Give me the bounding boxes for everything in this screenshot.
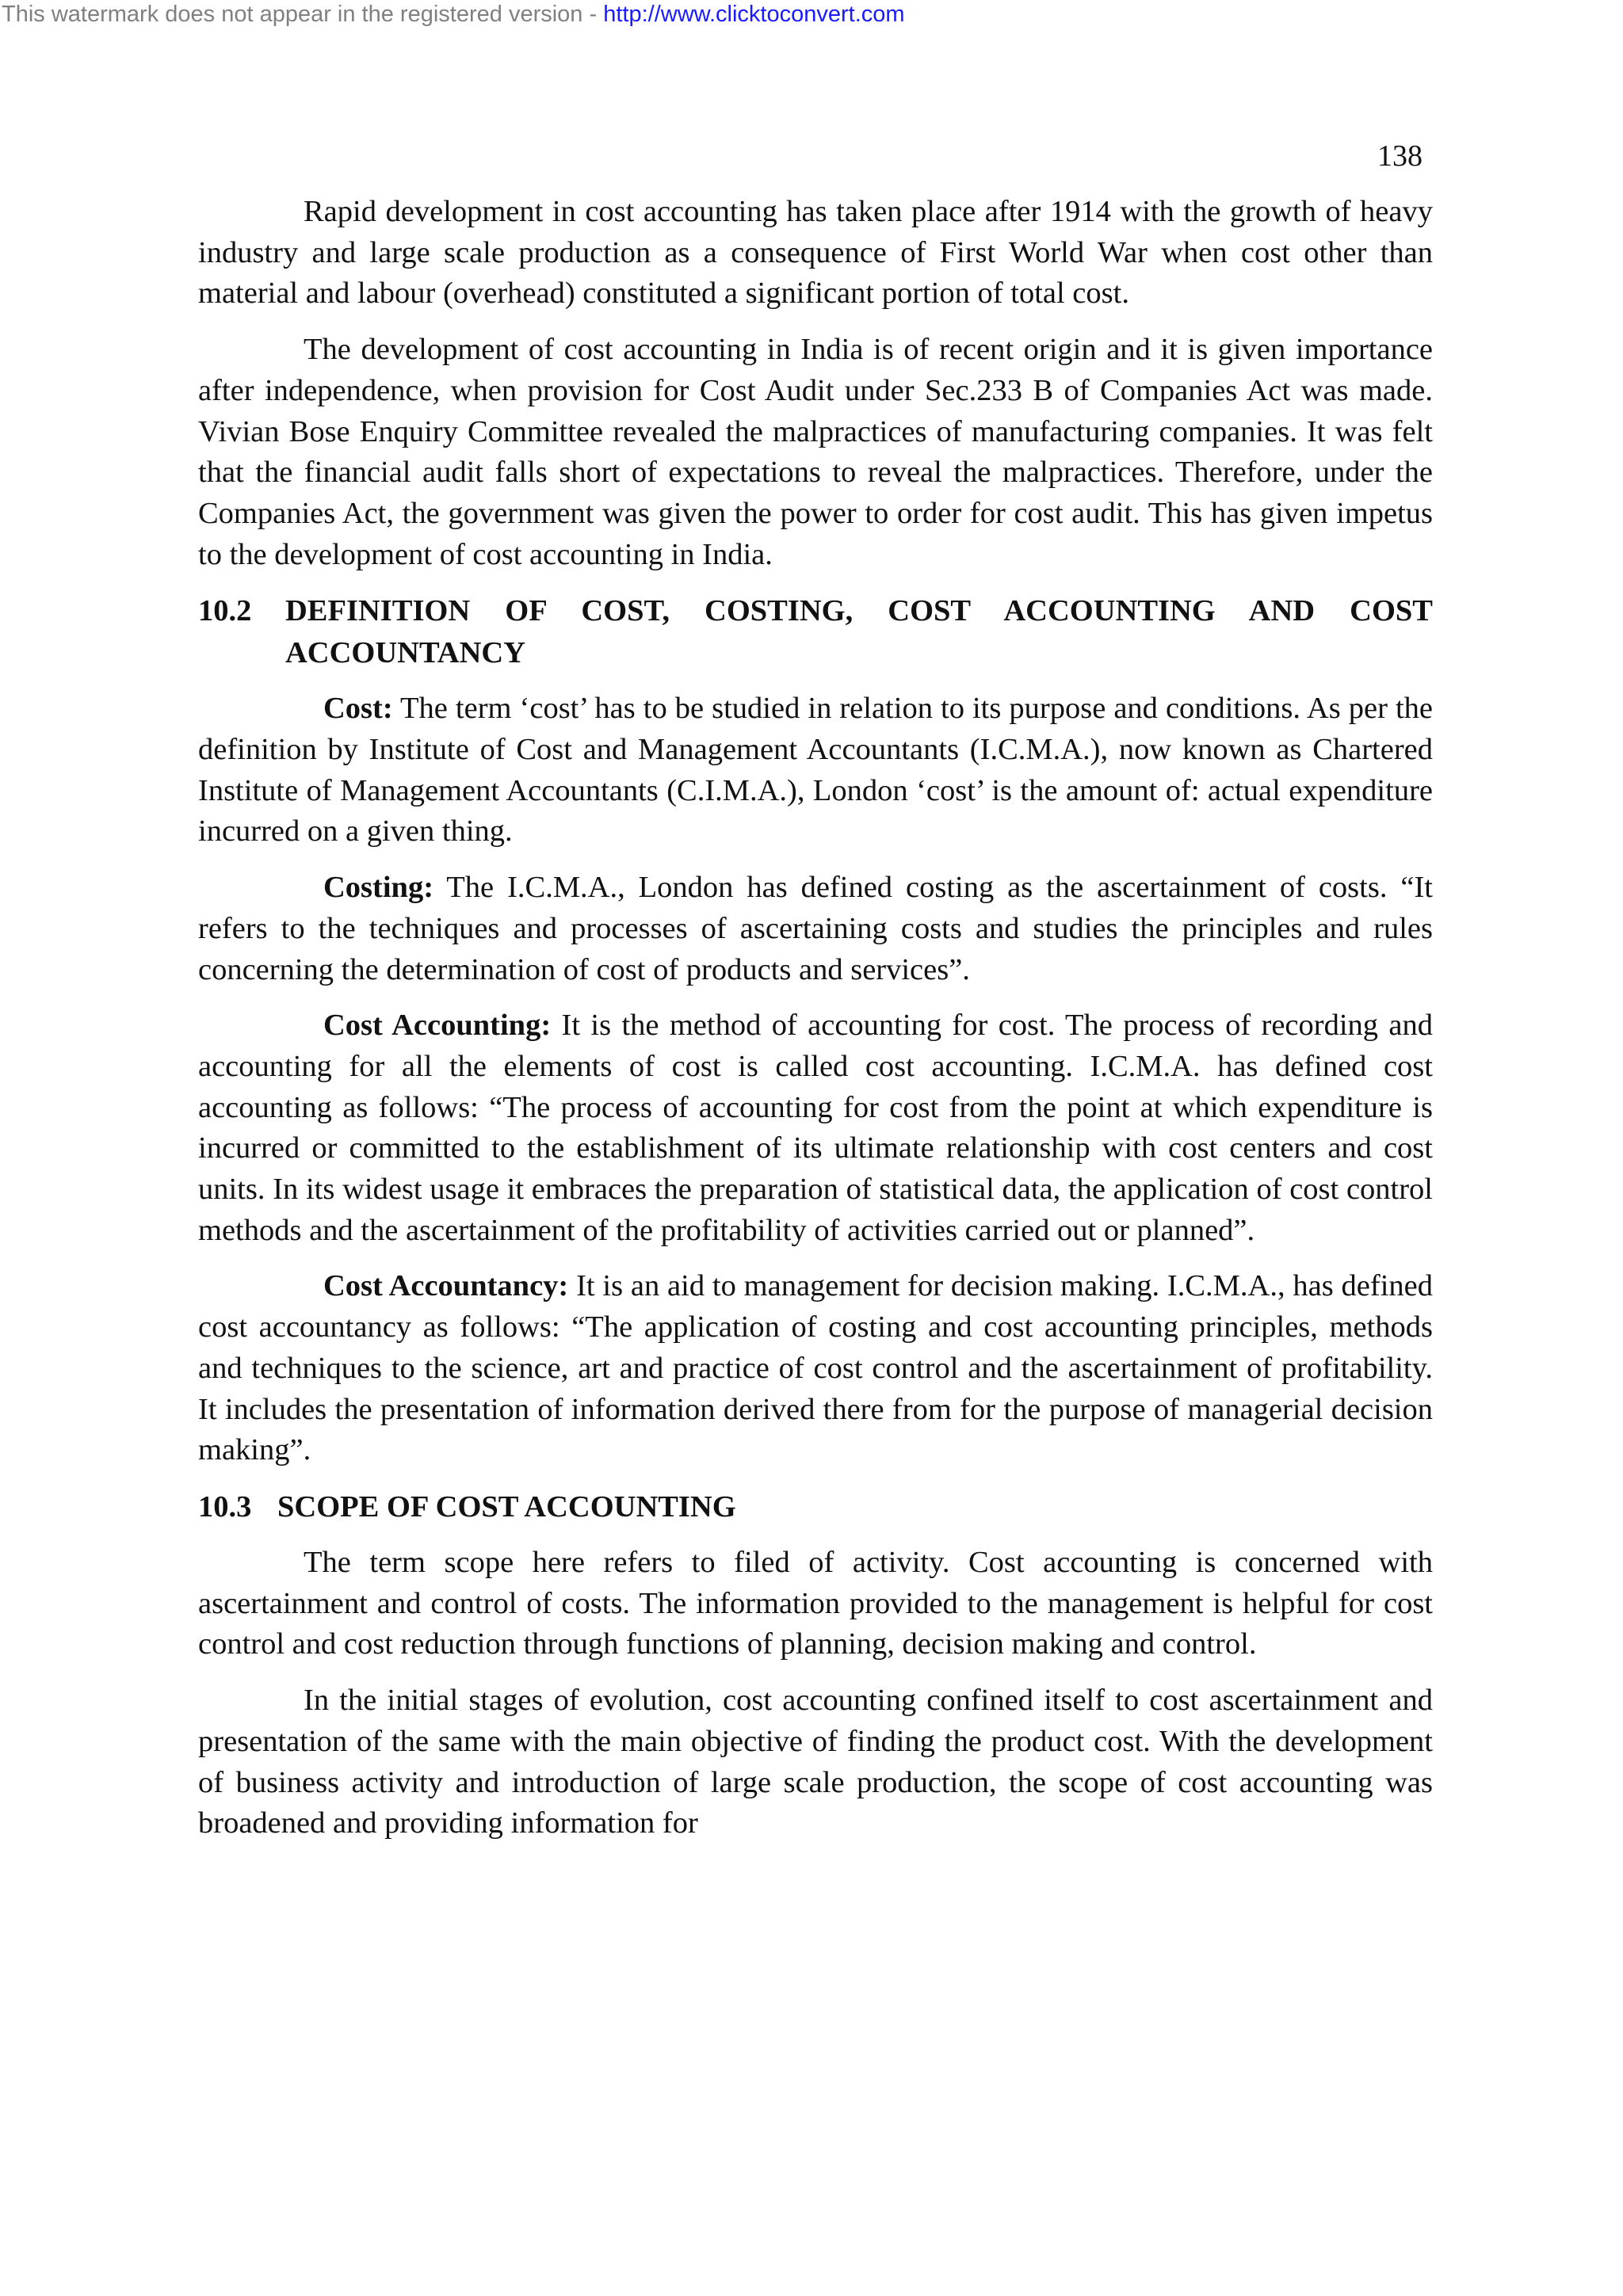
watermark-text: This watermark does not appear in the registered version - [2,2,604,27]
definition-costing [198,868,1433,990]
definition-term: Cost Accountancy: [323,1269,569,1303]
definition-text: It is the method of accounting for cost. The process of recording and accounting for all the elements of cost is called cost accounting. I.C.M.A. has defined cost accounting as follows: “The process of accounting for cost from the point at which expenditure is incurred or committed to the establishment of its ultimate relationship with cost centers and cost units. In its widest usage it embraces the preparation of statistical data, the application of cost control methods and the ascertainment of the profitability of activities carried out or planned”. [198,1009,1433,1247]
section-number: 10.3 [198,1489,252,1524]
watermark-link[interactable]: http://www.clicktoconvert.com [603,2,905,27]
section-heading-10-3 [198,1486,1433,1528]
watermark-banner [2,0,905,29]
page-body [198,192,1433,1859]
paragraph-india: The development of cost accounting in India is of recent origin and it is given importance after independence, when provision for Cost Audit under Sec.233 B of Companies Act was made. Vivian Bose Enquiry Committee revealed the malpractices of manufacturing companies. It was felt that the financial audit falls short of expectations to reveal the malpractices. Therefore, under the Companies Act, the government was given the power to order for cost audit. This has given impetus to the development of cost accounting in India. [198,333,1433,571]
section-title: SCOPE OF COST ACCOUNTING [277,1489,736,1524]
definition-term: Cost Accounting: [323,1009,552,1043]
section-heading-10-2 [198,590,1433,674]
section-number: 10.2 [198,594,252,628]
definition-cost-accountancy [198,1266,1433,1471]
page-number: 138 [1377,139,1423,173]
definition-term: Costing: [323,871,434,905]
definition-text: The term ‘cost’ has to be studied in relation to its purpose and conditions. As per the definition by Institute of Cost and Management Accountants (I.C.M.A.), now known as Chartered Institute of Management Accountants (C.I.M.A.), London ‘cost’ is the amount of: actual expenditure incurred on a given thing. [198,692,1433,849]
definition-cost-accounting [198,1005,1433,1251]
paragraph-scope: The term scope here refers to filed of activity. Cost accounting is concerned with ascertainment and control of costs. The information provided to the management is helpful for cost control and cost reduction through functions of planning, decision making and control. [198,1545,1433,1661]
paragraph-evolution: In the initial stages of evolution, cost accounting confined itself to cost ascertainment and presentation of the same with the main objective of finding the product cost. With the development of business activity and introduction of large scale production, the scope of cost accounting was broadened and providing information for [198,1684,1433,1840]
definition-text: It is an aid to management for decision making. I.C.M.A., has defined cost accountancy as follows: “The application of costing and cost accounting principles, methods and techniques to the science, art and practice of cost control and the ascertainment of profitability. It includes the presentation of information derived there from for the purpose of managerial decision making”. [198,1269,1433,1467]
paragraph-history: Rapid development in cost accounting has taken place after 1914 with the growth of heavy industry and large scale production as a consequence of First World War when cost other than material and labour (overhead) constituted a significant portion of total cost. [198,195,1433,311]
section-title: DEFINITION OF COST, COSTING, COST ACCOUNTING AND COST ACCOUNTANCY [285,594,1433,670]
definition-cost [198,688,1433,852]
definition-text: The I.C.M.A., London has defined costing as the ascertainment of costs. “It refers to the techniques and processes of ascertaining costs and studies the principles and rules concerning the determination of cost of products and services”. [198,871,1433,986]
definition-term: Cost: [323,692,393,726]
